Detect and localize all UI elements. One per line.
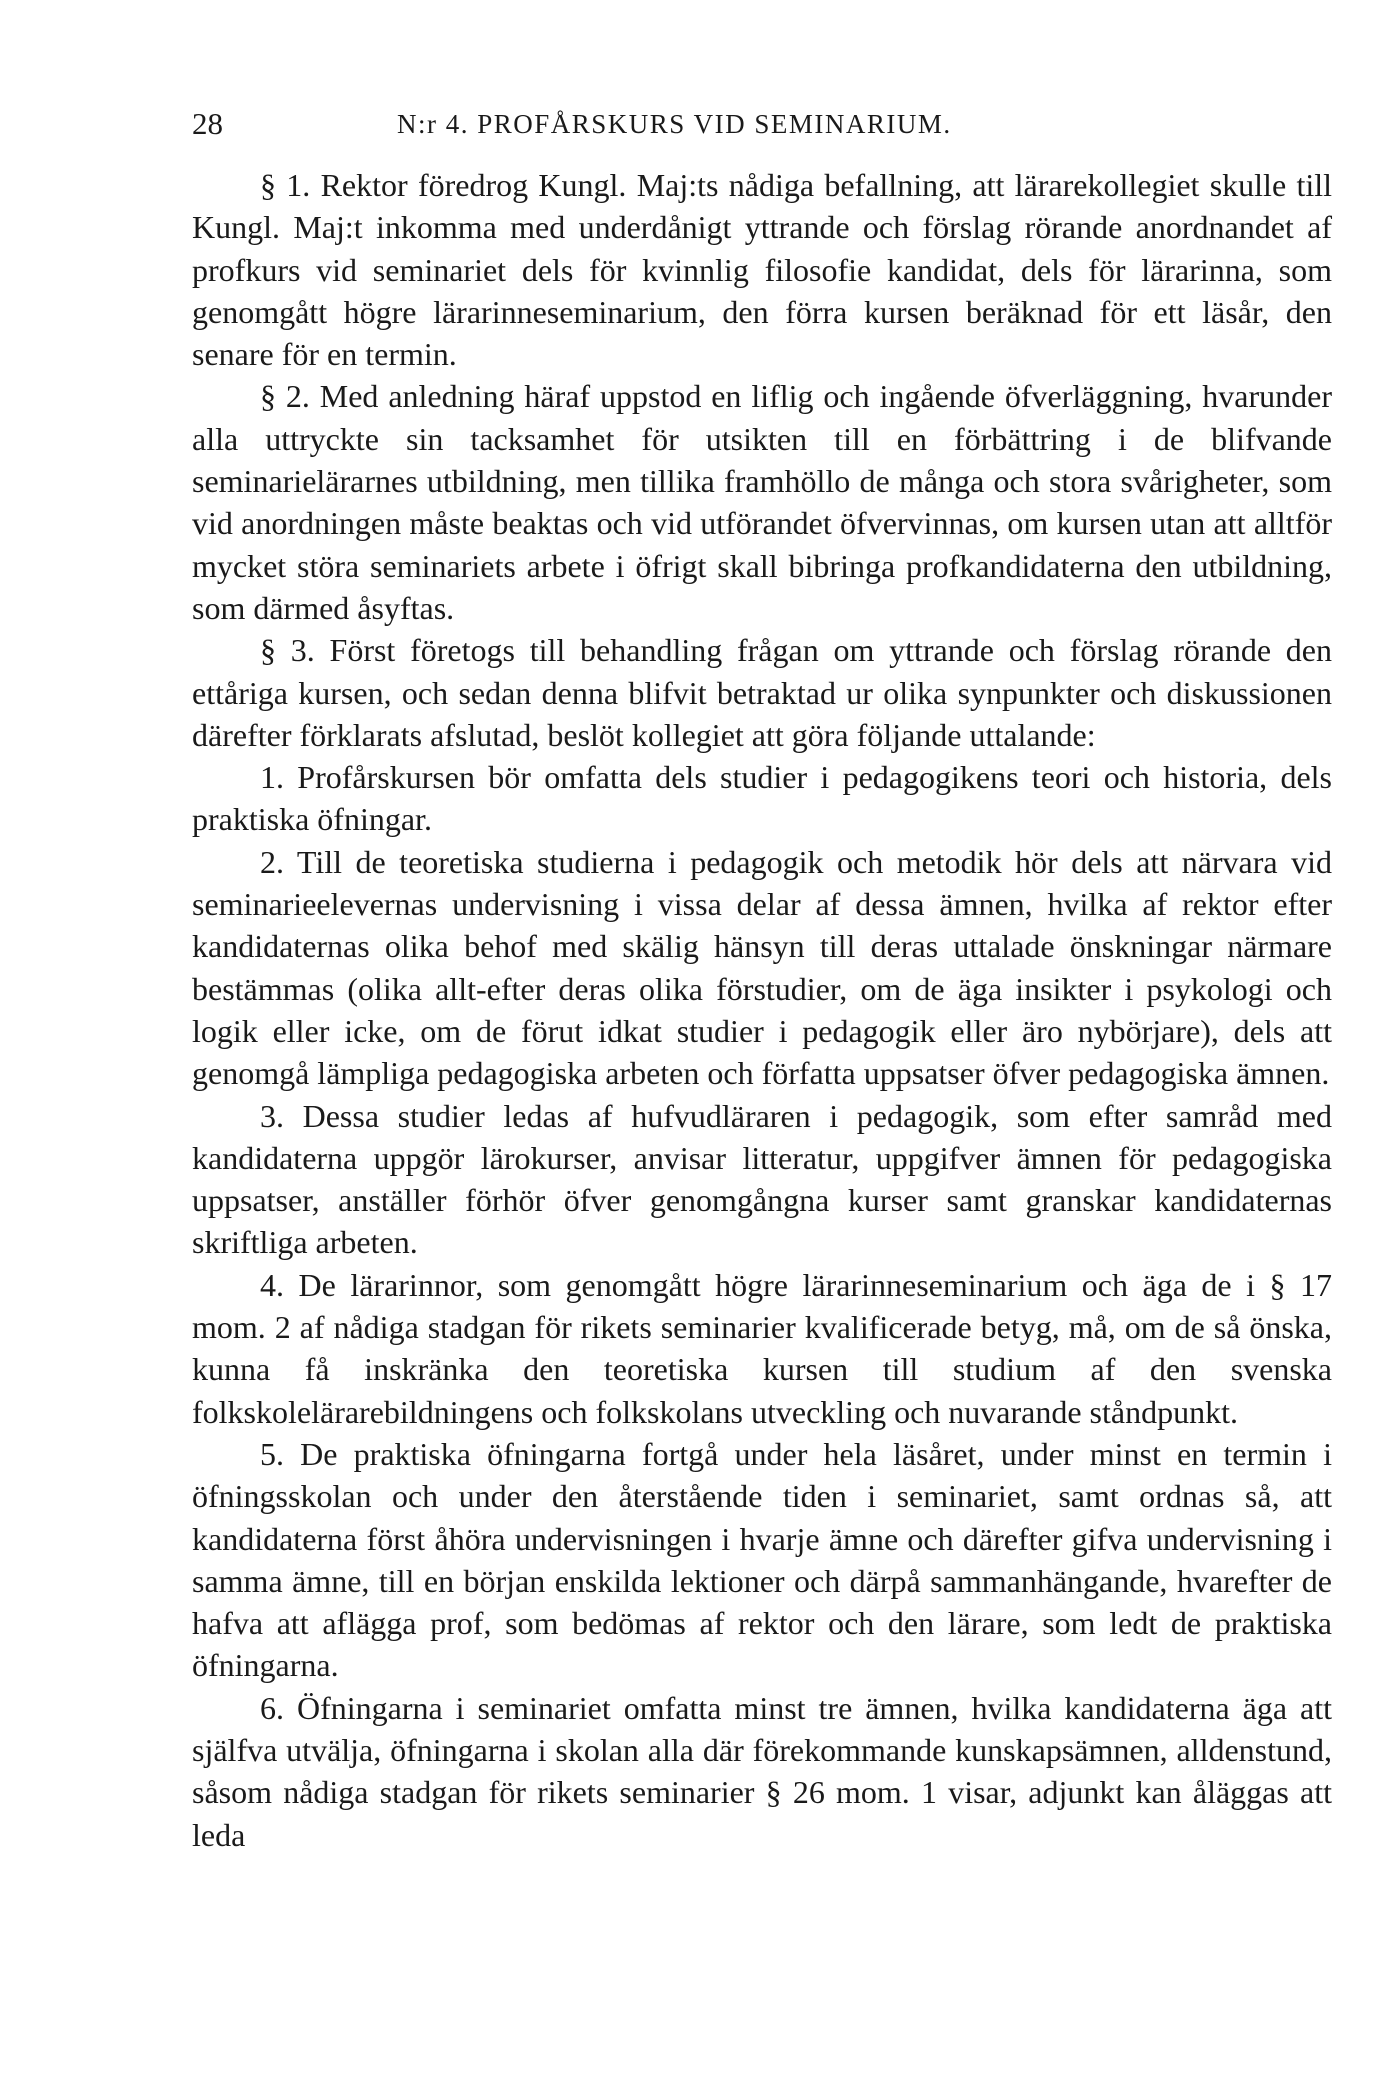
- list-item-6: 6. Öfningarna i seminariet omfatta minst tre ämnen, hvilka kandidaterna äga att själfva utvälja, öfningarna i skolan alla där förekommande kunskapsämnen, alldenstund, såsom nådiga stadgan för rikets seminarier § 26 mom. 1 visar, adjunkt kan åläggas att leda: [192, 1689, 1332, 1853]
- list-item-5: 5. De praktiska öfningarna fortgå under hela läsåret, under minst en termin i öfningsskolan och under den återstående tiden i seminariet, samt ordnas så, att kandidaterna först åhöra undervisningen i hvarje ämne och därefter gifva undervisning i samma ämne, till en början enskilda lektioner och därpå sammanhängande, hvarefter de hafva att aflägga prof, som bedömas af rektor och den lärare, som ledt de praktiska öfningarna.: [192, 1435, 1332, 1684]
- paragraph-section-3: § 3. Först företogs till behandling frågan om yttrande och förslag rörande den ettåriga kursen, och sedan denna blifvit betraktad ur olika synpunkter och diskussionen därefter förklarats afslutad, beslöt kollegiet att göra följande uttalande:: [192, 632, 1332, 753]
- list-item-1: 1. Profårskursen bör omfatta dels studier i pedagogikens teori och historia, dels praktiska öfningar.: [192, 759, 1332, 838]
- page-header: [192, 102, 1332, 146]
- list-item-3: 3. Dessa studier ledas af hufvudläraren i pedagogik, som efter samråd med kandidaterna uppgör lärokurser, anvisar litteratur, uppgifver ämnen för pedagogiska uppsatser, anställer förhör öfver genomgångna kurser samt granskar kandidaternas skriftliga arbeten.: [192, 1097, 1332, 1261]
- running-head: N:r 4. PROFÅRSKURS VID SEMINARIUM.: [397, 109, 952, 139]
- body-text: [192, 164, 1332, 1856]
- paragraph-section-2: § 2. Med anledning häraf uppstod en liflig och ingående öfverläggning, hvarunder alla uttryckte sin tacksamhet för utsikten till en förbättring i de blifvande seminarielärarnes utbildning, men tillika framhöllo de många och stora svårigheter, som vid anordningen måste beaktas och vid utförandet öfvervinnas, om kursen utan att alltför mycket störa seminariets arbete i öfrigt skall bibringa profkandidaterna den utbildning, som därmed åsyftas.: [192, 378, 1332, 626]
- list-item-2: 2. Till de teoretiska studierna i pedagogik och metodik hör dels att närvara vid seminarieelevernas undervisning i vissa delar af dessa ämnen, hvilka af rektor efter kandidaternas olika behof med skälig hänsyn till deras uttalade önskningar närmare bestämmas (olika allt-efter deras olika förstudier, om de äga insikter i psykologi och logik eller icke, om de förut idkat studier i pedagogik eller äro nybörjare), dels att genomgå lämpliga pedagogiska arbeten och författa uppsatser öfver pedagogiska ämnen.: [192, 843, 1332, 1092]
- paragraph-section-1: § 1. Rektor föredrog Kungl. Maj:ts nådiga befallning, att lärarekollegiet skulle till Kungl. Maj:t inkomma med underdånigt yttrande och förslag rörande anordnandet af profkurs vid seminariet dels för kvinnlig filosofie kandidat, dels för lärarinna, som genomgått högre lärarinneseminarium, den förra kursen beräknad för ett läsår, den senare för en termin.: [192, 167, 1332, 373]
- page-number: 28: [192, 106, 223, 141]
- list-item-4: 4. De lärarinnor, som genomgått högre lärarinneseminarium och äga de i § 17 mom. 2 af nådiga stadgan för rikets seminarier kvalificerade betyg, må, om de så önska, kunna få inskränka den teoretiska kursen till studium af den svenska folkskolelärarebildningens och folkskolans utveckling och nuvarande ståndpunkt.: [192, 1266, 1332, 1430]
